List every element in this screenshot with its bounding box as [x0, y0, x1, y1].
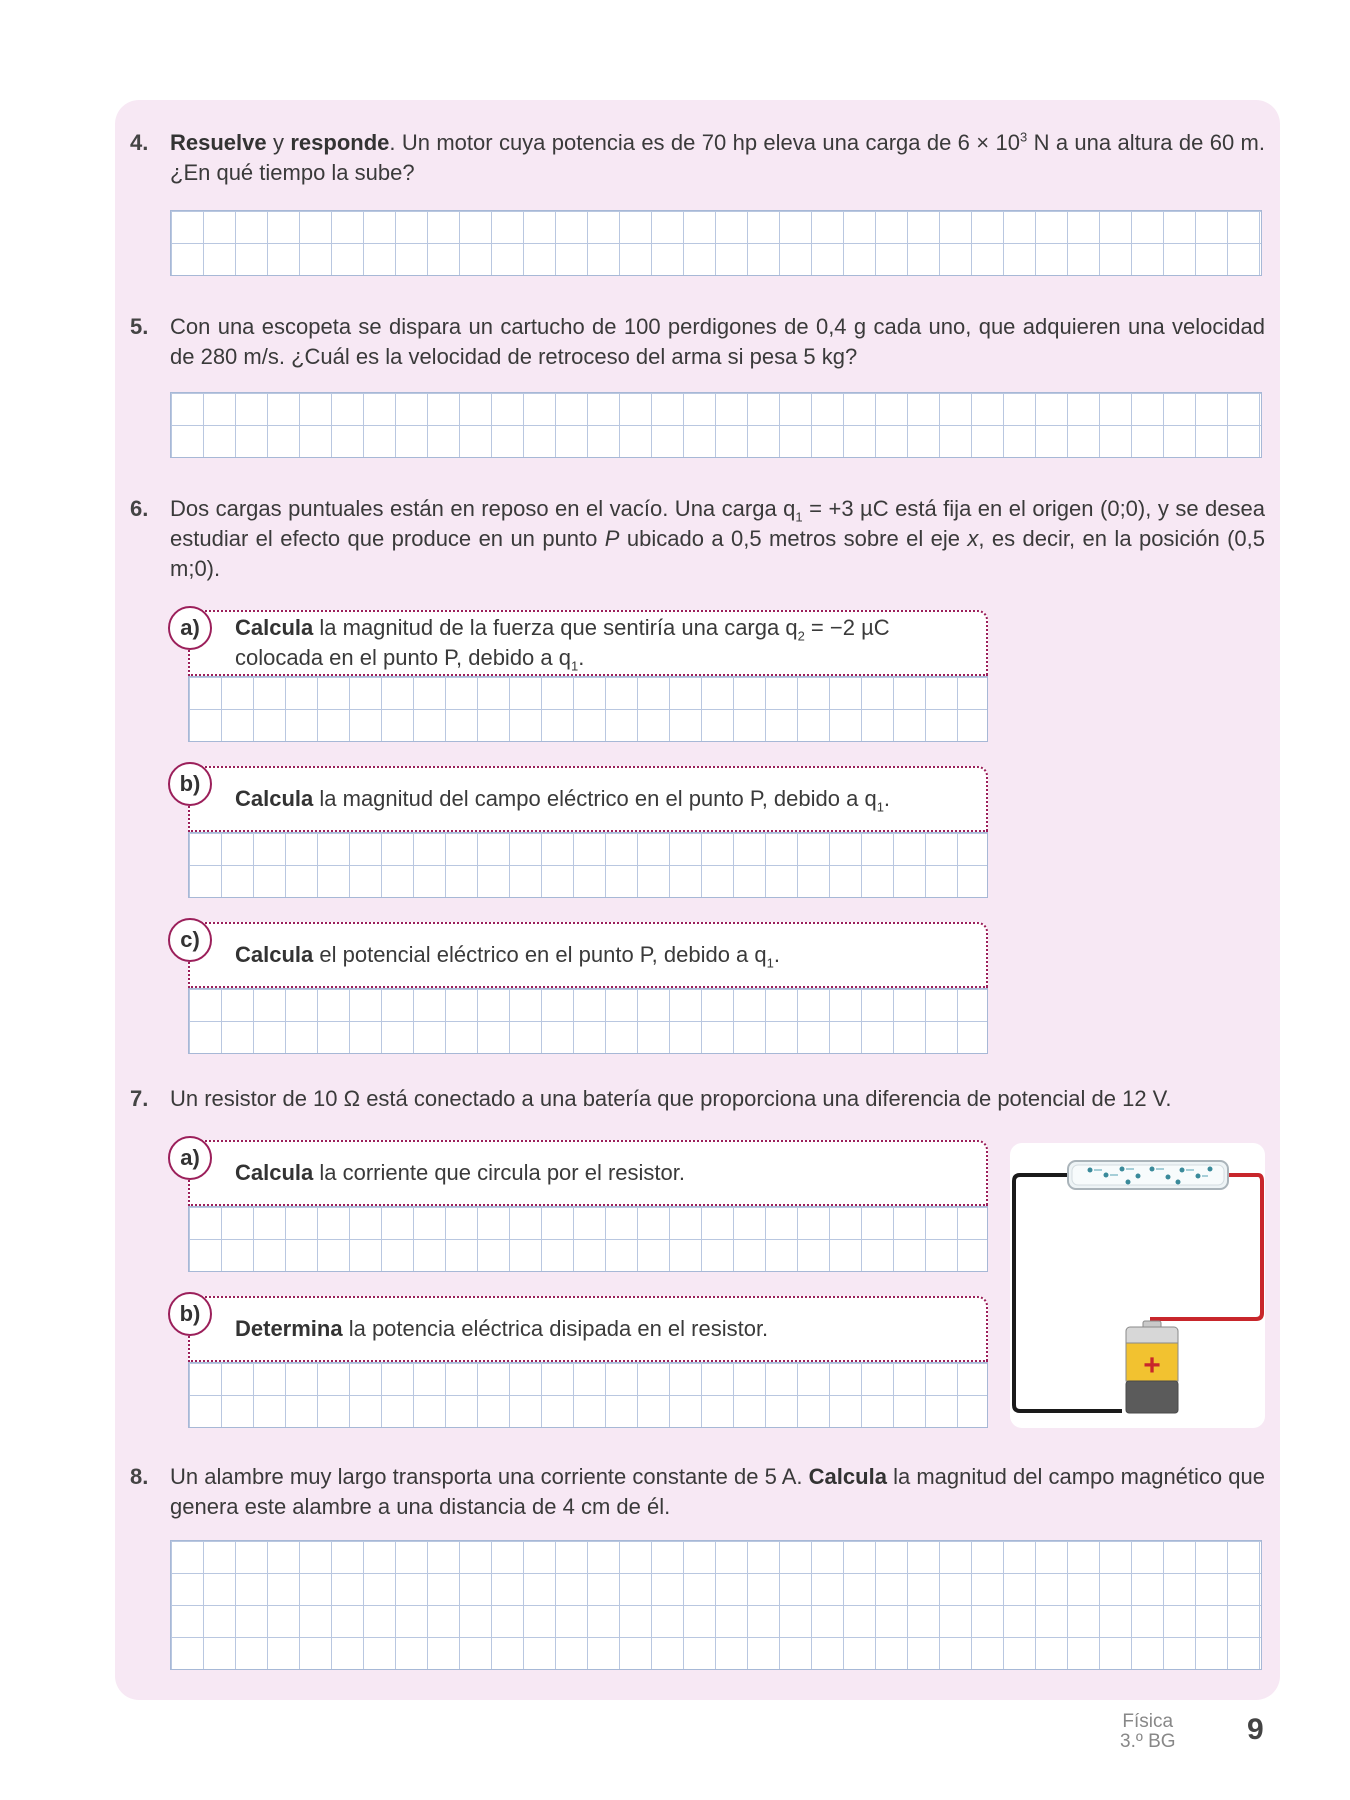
- answer-grid-8[interactable]: [170, 1540, 1262, 1670]
- subquestion-6a: [188, 610, 988, 676]
- subquestion-label-b: b): [168, 762, 212, 806]
- subquestion-6b: [188, 766, 988, 832]
- subquestion-7a: [188, 1140, 988, 1206]
- answer-grid-6b[interactable]: [188, 832, 988, 898]
- answer-grid-6a[interactable]: [188, 676, 988, 742]
- answer-grid-7a[interactable]: [188, 1206, 988, 1272]
- question-5: [130, 312, 1265, 372]
- subquestion-text: Calcula la corriente que circula por el resistor.: [235, 1160, 685, 1185]
- circuit-diagram: [1010, 1143, 1265, 1428]
- subquestion-label-b: b): [168, 1292, 212, 1336]
- subquestion-6c: [188, 922, 988, 988]
- question-4: [130, 128, 1265, 188]
- question-number: 8.: [130, 1464, 149, 1489]
- resistor-tube: [1068, 1161, 1228, 1189]
- answer-grid-7b[interactable]: [188, 1362, 988, 1428]
- circuit-illustration: [1010, 1143, 1265, 1428]
- question-text: Dos cargas puntuales están en reposo en el vacío. Una carga $q_1 = +3$ µC está fija en el origen (0;0), y se desea estudiar el efecto que produce en un punto P ubicado a 0,5 metros sobre el eje x, es decir, en la posición (0,5 m;0).: [170, 496, 1265, 581]
- subquestion-text: Calcula la magnitud del campo eléctrico en el punto P, debido a $q_1$.: [235, 786, 891, 815]
- question-6: [130, 494, 1265, 584]
- subquestion-text: Calcula la magnitud de la fuerza que sentiría una carga $q_2 = -2$ µC colocada en el punto P, debido a $q_1$.: [235, 615, 890, 674]
- answer-grid-5[interactable]: [170, 392, 1262, 458]
- subquestion-label-c: c): [168, 918, 212, 962]
- question-number: 6.: [130, 496, 149, 521]
- subquestion-text: Determina la potencia eléctrica disipada en el resistor.: [235, 1316, 769, 1341]
- question-number: 5.: [130, 314, 149, 339]
- subquestion-label-a: a): [168, 606, 212, 650]
- subquestion-text: Calcula el potencial eléctrico en el punto P, debido a $q_1$.: [235, 942, 780, 971]
- answer-grid-6c[interactable]: [188, 988, 988, 1054]
- answer-grid-4[interactable]: [170, 210, 1262, 276]
- question-text: Resuelve y responde. Un motor cuya potencia es de 70 hp eleva una carga de $6 \times 10^3$ N a una altura de 60 m. ¿En qué tiempo la sube?: [170, 129, 1265, 185]
- battery-plus-symbol: +: [1143, 1349, 1161, 1382]
- footer-subject: Física 3.º BG: [1120, 1711, 1176, 1752]
- question-text: Con una escopeta se dispara un cartucho de 100 perdigones de 0,4 g cada uno, que adquieren una velocidad de 280 m/s. ¿Cuál es la velocidad de retroceso del arma si pesa 5 kg?: [170, 314, 1265, 369]
- subquestion-label-a: a): [168, 1136, 212, 1180]
- red-wire: [1152, 1175, 1262, 1329]
- subquestion-7b: [188, 1296, 988, 1362]
- black-wire: [1014, 1175, 1122, 1411]
- battery-icon: [1126, 1321, 1178, 1413]
- question-text: Un alambre muy largo transporta una corriente constante de 5 A. Calcula la magnitud del campo magnético que genera este alambre a una distancia de 4 cm de él.: [170, 1464, 1266, 1519]
- question-text: Un resistor de 10 Ω está conectado a una batería que proporciona una diferencia de potencial de 12 V.: [170, 1086, 1172, 1111]
- question-7: [130, 1084, 1265, 1114]
- page-number: 9: [1247, 1713, 1264, 1746]
- question-number: 7.: [130, 1086, 149, 1111]
- question-number: 4.: [130, 130, 149, 155]
- question-8: [130, 1462, 1265, 1522]
